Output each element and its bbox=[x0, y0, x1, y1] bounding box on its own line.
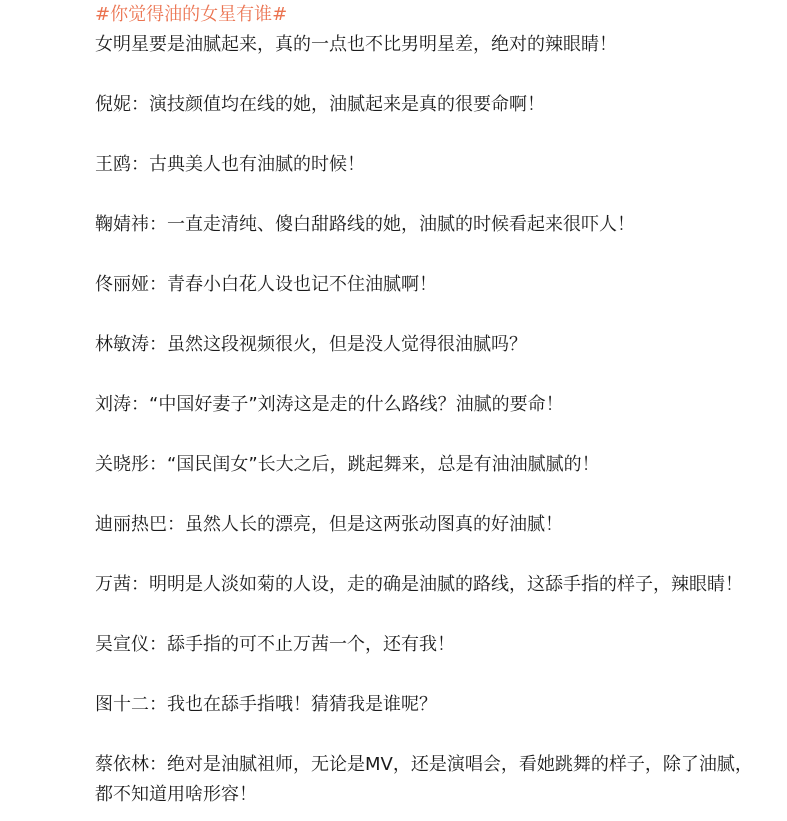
paragraph-dilireba: 迪丽热巴：虽然人长的漂亮，但是这两张动图真的好油腻！ bbox=[95, 514, 563, 535]
paragraph-jujingyi: 鞠婧祎：一直走清纯、傻白甜路线的她，油腻的时候看起来很吓人！ bbox=[95, 214, 635, 235]
hashtag-link[interactable]: #你觉得油的女星有谁# bbox=[95, 4, 288, 25]
paragraph-linmintao: 林敏涛：虽然这段视频很火，但是没人觉得很油腻吗？ bbox=[95, 334, 527, 355]
intro-paragraph: 女明星要是油腻起来，真的一点也不比男明星差，绝对的辣眼睛！ bbox=[95, 34, 617, 55]
paragraph-tongliya: 佟丽娅：青春小白花人设也记不住油腻啊！ bbox=[95, 274, 437, 295]
paragraph-wangou: 王鸥：古典美人也有油腻的时候！ bbox=[95, 154, 365, 175]
paragraph-caiyilin: 蔡依林：绝对是油腻祖师，无论是MV，还是演唱会，看她跳舞的样子，除了油腻，都不知道用啥形容！ bbox=[95, 754, 753, 805]
article-body bbox=[95, 0, 779, 810]
paragraph-wuxuanyi: 吴宣仪：舔手指的可不止万茜一个，还有我！ bbox=[95, 634, 455, 655]
paragraph-liutao: 刘涛：“中国好妻子”刘涛这是走的什么路线？油腻的要命！ bbox=[95, 394, 564, 415]
paragraph-wanqian: 万茜：明明是人淡如菊的人设，走的确是油腻的路线，这舔手指的样子，辣眼睛！ bbox=[95, 574, 743, 595]
paragraph-nini: 倪妮：演技颜值均在线的她，油腻起来是真的很要命啊！ bbox=[95, 94, 545, 115]
paragraph-figure-twelve: 图十二：我也在舔手指哦！猜猜我是谁呢？ bbox=[95, 694, 437, 715]
paragraph-guanxiaotong: 关晓彤：“国民闺女”长大之后，跳起舞来，总是有油油腻腻的！ bbox=[95, 454, 600, 475]
